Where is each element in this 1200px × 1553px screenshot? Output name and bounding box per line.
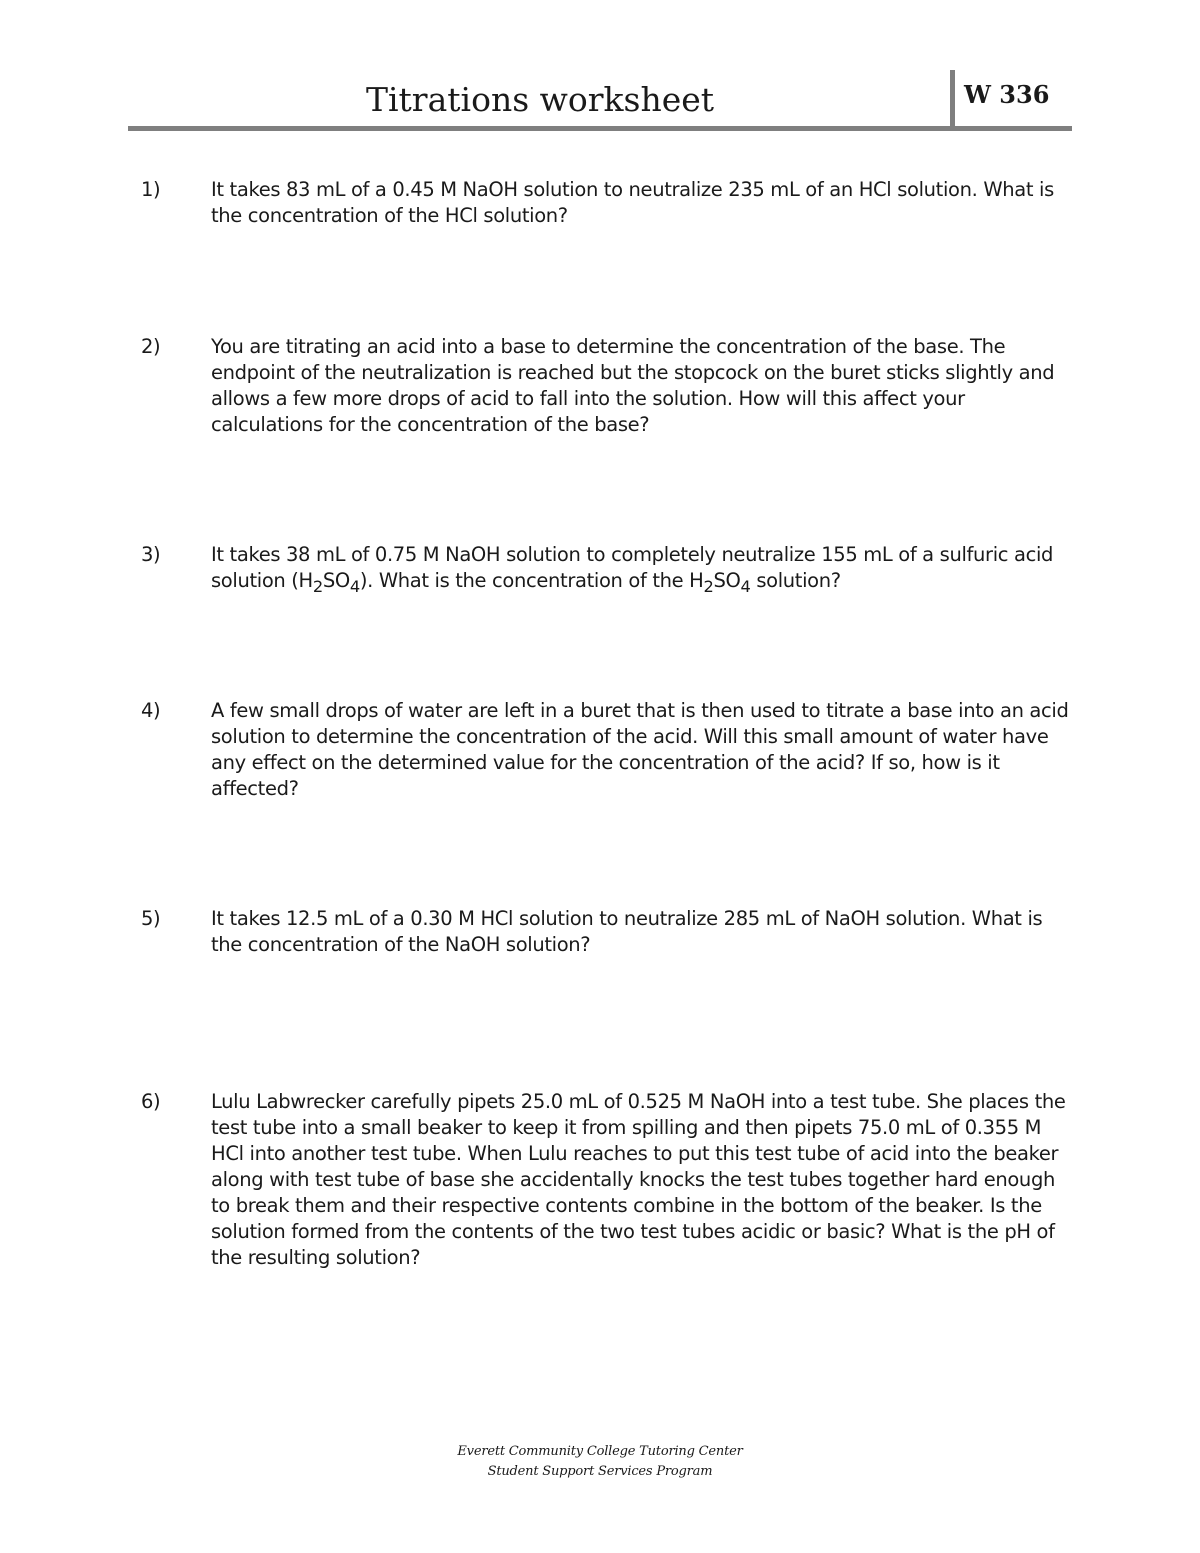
footer-line-center: Everett Community College Tutoring Center [457, 1444, 743, 1459]
footer-line-program: Student Support Services Program [487, 1464, 713, 1479]
page-footer [0, 1442, 1200, 1482]
worksheet-header [128, 70, 1072, 132]
question-number: 5) [141, 907, 161, 930]
question-number: 6) [141, 1090, 161, 1113]
question-text: You are titrating an acid into a base to determine the concentration of the base. The endpoint of the neutralization is reached but the stopcock on the buret sticks slightly and allows a few more drops of acid to fall into the solution. How will this affect your calculations for the concentration of the base? [211, 335, 1055, 436]
question-6 [141, 1089, 1071, 1271]
question-4 [141, 698, 1071, 802]
question-text: A few small drops of water are left in a buret that is then used to titrate a base into an acid solution to determine the concentration of the acid. Will this small amount of water have any effect on the determined value for the concentration of the acid? If so, how is it affected? [211, 699, 1069, 800]
question-number: 4) [141, 699, 161, 722]
question-text: It takes 12.5 mL of a 0.30 M HCl solution to neutralize 285 mL of NaOH solution. What is the concentration of the NaOH solution? [211, 907, 1043, 956]
page-title: Titrations worksheet [365, 80, 715, 119]
question-1 [141, 177, 1071, 229]
question-number: 2) [141, 335, 161, 358]
question-text: It takes 83 mL of a 0.45 M NaOH solution to neutralize 235 mL of an HCl solution. What is the concentration of the HCl solution? [211, 178, 1054, 227]
question-number: 3) [141, 543, 161, 566]
question-3 [141, 542, 1071, 600]
worksheet-code: W 336 [964, 80, 1050, 109]
header-rule [128, 126, 1072, 131]
question-2 [141, 334, 1071, 438]
question-5 [141, 906, 1071, 958]
header-divider-vertical [950, 70, 955, 128]
question-text: Lulu Labwrecker carefully pipets 25.0 mL of 0.525 M NaOH into a test tube. She places the test tube into a small beaker to keep it from spilling and then pipets 75.0 mL of 0.355 M HCl into another test tube. When Lulu reaches to put this test tube of acid into the beaker along with test tube of base she accidentally knocks the test tubes together hard enough to break them and their respective contents combine in the bottom of the beaker. Is the solution formed from the contents of the two test tubes acidic or basic? What is the pH of the resulting solution? [211, 1090, 1066, 1269]
question-text: It takes 38 mL of 0.75 M NaOH solution to completely neutralize 155 mL of a sulfuric acid solution $(H_2SO_4)$. What is the concentration of the $H_2SO_4$ solution? [211, 543, 1054, 596]
question-number: 1) [141, 178, 161, 201]
